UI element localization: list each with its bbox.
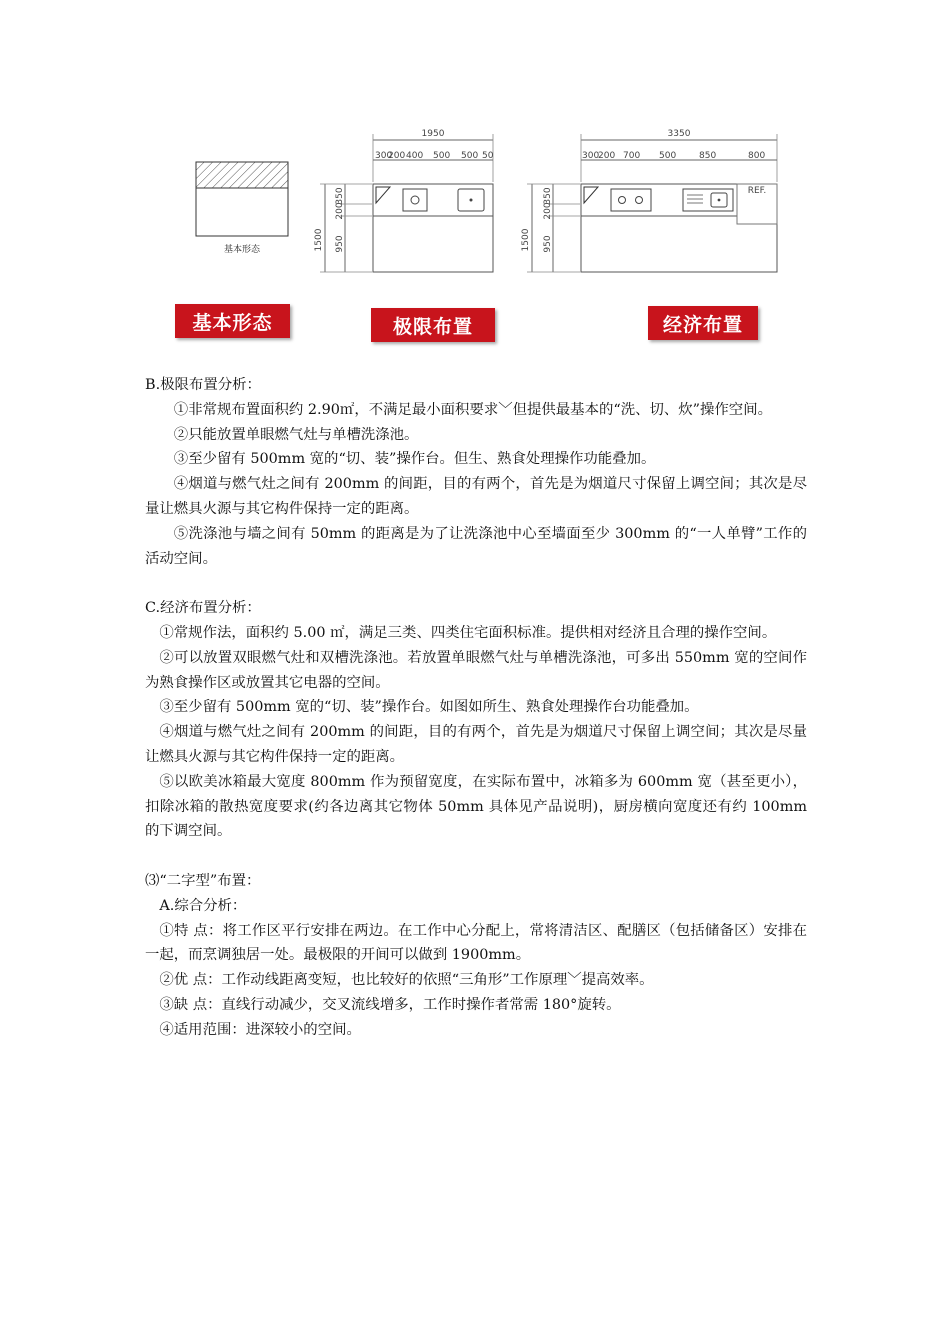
- extreme-depth-seg-0: 350: [335, 187, 345, 205]
- section-3-subheading: A.综合分析：: [159, 897, 247, 914]
- section-c-heading: C.经济布置分析：: [145, 600, 261, 617]
- economic-seg-1: 200: [598, 151, 616, 161]
- section-b-item-4: ④烟道与燃气灶之间有 200mm 的间距，目的有两个，首先是为烟道尺寸保留上调空间；其次是尽量让燃具火源与其它构件保持一定的距离。: [145, 476, 807, 517]
- section-3-item-4: ④适用范围：进深较小的空间。: [159, 1021, 361, 1038]
- extreme-seg-3: 500: [433, 151, 451, 161]
- section-b-heading: B.极限布置分析：: [145, 377, 261, 393]
- section-3-item-1: ①特 点：将工作区平行安排在两边。在工作中心分配上，常将清洁区、配膳区（包括储备区）安排在一起，而烹调独居一处。最极限的开间可以做到 1900mm。: [145, 922, 807, 964]
- extreme-plan-diagram: [314, 129, 494, 272]
- economic-seg-5: 800: [748, 151, 766, 161]
- section-c-item-5: ⑤以欧美冰箱最大宽度 800mm 作为预留宽度，在实际布置中，冰箱多为 600mm 宽（甚至更小），扣除冰箱的散热宽度要求(约各边离其它物体 50mm 具体见产品说明)，厨房横向宽度还有约 100mm 的下调空间。: [145, 773, 807, 840]
- section-b-item-3: ③至少留有 500mm 宽的“切、装”操作台。但生、熟食处理操作功能叠加。: [173, 451, 656, 468]
- economic-seg-2: 700: [623, 151, 641, 161]
- extreme-seg-5: 50: [482, 151, 494, 161]
- economic-plan-diagram: [521, 129, 777, 272]
- economic-seg-0: 300: [582, 151, 600, 161]
- basic-form-diagram: [196, 162, 288, 255]
- economic-depth-seg-1: 200: [543, 202, 553, 220]
- section-b-item-2: ②只能放置单眼燃气灶与单槽洗涤池。: [173, 426, 419, 443]
- label-basic-form: 基本形态: [175, 304, 290, 338]
- extreme-seg-4: 500: [461, 151, 479, 161]
- section-c-item-2: ②可以放置双眼燃气灶和双槽洗涤池。若放置单眼燃气灶与单槽洗涤池，可多出 550mm 宽的空间作为熟食操作区或放置其它电器的空间。: [145, 649, 807, 691]
- extreme-depth-seg-1: 200: [335, 202, 345, 220]
- section-3-item-3: ③缺 点：直线行动减少，交叉流线增多，工作时操作者常需 180°旋转。: [159, 996, 621, 1013]
- economic-depth-seg-2: 950: [543, 235, 553, 253]
- economic-seg-3: 500: [659, 151, 677, 161]
- body-text: [145, 373, 807, 1043]
- section-b-item-1: ①非常规布置面积约 2.90㎡，不满足最小面积要求﹀但提供最基本的“洗、切、炊”操作空间。: [173, 401, 772, 418]
- basic-form-caption: 基本形态: [223, 245, 261, 255]
- extreme-seg-0: 300: [375, 151, 393, 161]
- label-economic-layout: 经济布置: [648, 306, 758, 340]
- fridge-label: REF.: [747, 186, 767, 196]
- economic-depth-seg-0: 350: [543, 187, 553, 205]
- label-extreme-layout: 极限布置: [371, 308, 495, 342]
- section-c-item-1: ①常规作法，面积约 5.00 ㎡，满足三类、四类住宅面积标准。提供相对经济且合理的操作空间。: [159, 624, 777, 641]
- section-3-item-2: ②优 点：工作动线距离变短，也比较好的依照“三角形”工作原理﹀提高效率。: [159, 972, 654, 989]
- kitchen-layout-figure: [180, 118, 820, 348]
- extreme-depth-total: 1500: [314, 228, 324, 252]
- extreme-depth-seg-2: 950: [335, 235, 345, 253]
- extreme-seg-2: 400: [406, 151, 424, 161]
- section-c-item-4: ④烟道与燃气灶之间有 200mm 的间距，目的有两个，首先是为烟道尺寸保留上调空间；其次是尽量让燃具火源与其它构件保持一定的距离。: [145, 724, 807, 765]
- economic-seg-4: 850: [699, 151, 717, 161]
- extreme-total-width: 1950: [421, 129, 445, 139]
- extreme-seg-1: 200: [388, 151, 406, 161]
- section-b-item-5: ⑤洗涤池与墙之间有 50mm 的距离是为了让洗涤池中心至墙面至少 300mm 的“一人单臂”工作的活动空间。: [145, 525, 807, 567]
- section-c-item-3: ③至少留有 500mm 宽的“切、装”操作台。如图如所生、熟食处理操作台功能叠加。: [159, 699, 699, 716]
- economic-depth-total: 1500: [521, 228, 531, 252]
- economic-total-width: 3350: [667, 129, 691, 139]
- section-3-heading: ⑶“二字型”布置：: [145, 872, 261, 889]
